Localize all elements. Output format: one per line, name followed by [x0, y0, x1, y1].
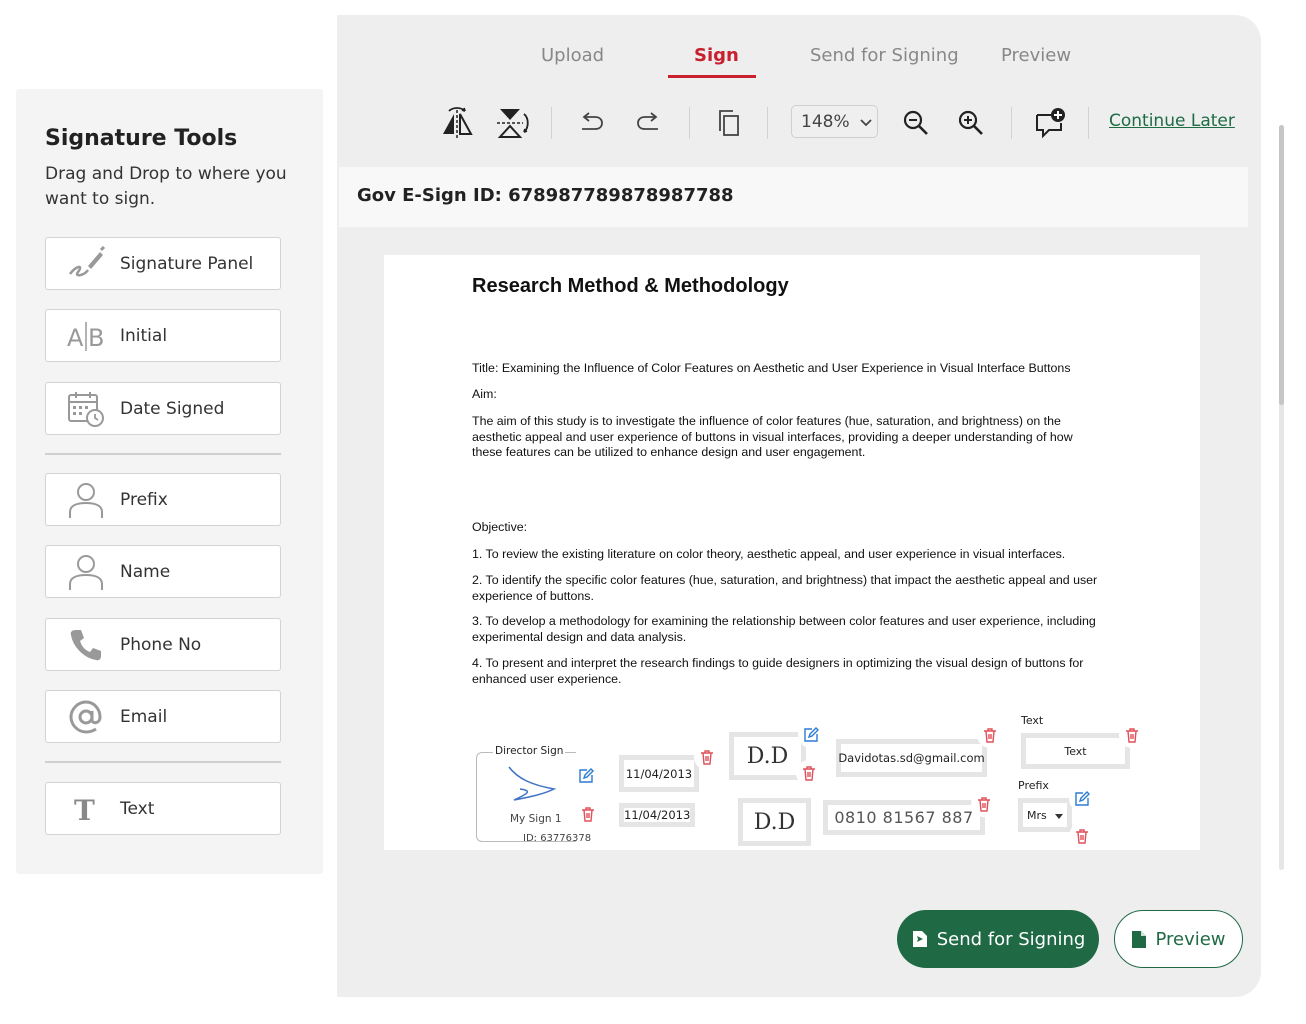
initial-field[interactable]: D.D: [729, 732, 806, 780]
document-title: Research Method & Methodology: [472, 275, 789, 297]
person-icon: [64, 480, 108, 520]
tool-label: Prefix: [120, 489, 168, 510]
initial-field[interactable]: D.D: [738, 798, 811, 846]
toolbar-separator: [1011, 107, 1012, 139]
text-field[interactable]: Text: [1021, 733, 1130, 769]
signature-name: My Sign 1: [510, 813, 562, 825]
svg-text:T: T: [74, 793, 95, 824]
zoom-out-icon[interactable]: [898, 105, 934, 141]
date-signed-field[interactable]: 11/04/2013: [619, 803, 695, 827]
delete-icon[interactable]: [971, 791, 997, 817]
flip-horizontal-icon[interactable]: [439, 105, 475, 141]
send-document-icon: [911, 930, 929, 948]
redo-icon[interactable]: [631, 105, 667, 141]
tool-signature-panel[interactable]: [45, 237, 281, 290]
gov-esign-id: Gov E-Sign ID: 678987789878987788: [357, 185, 734, 206]
editor-panel: [337, 15, 1261, 997]
document-paragraph: 2. To identify the specific color features (hue, saturation, and brightness) that impact the aesthetic appeal and user experience of buttons.: [472, 573, 1098, 603]
document-paragraph: 3. To develop a methodology for examining the relationship between color features and user experience, including experimental design and data analysis.: [472, 614, 1096, 644]
document-toolbar: [337, 101, 1261, 145]
tools-title: Signature Tools: [45, 126, 238, 151]
tool-text[interactable]: [45, 782, 281, 835]
toolbar-separator: [767, 107, 768, 139]
tool-label: Text: [120, 798, 155, 819]
zoom-value: 148%: [801, 111, 850, 132]
tool-label: Initial: [120, 325, 168, 346]
tab-sign[interactable]: Sign: [694, 45, 739, 66]
delete-icon[interactable]: [796, 760, 822, 786]
add-comment-icon[interactable]: [1032, 105, 1068, 141]
tab-preview[interactable]: Preview: [1001, 45, 1072, 66]
at-sign-icon: [64, 697, 108, 737]
signature-pen-icon: [64, 244, 108, 284]
prefix-field-label: Prefix: [1018, 779, 1049, 792]
delete-icon[interactable]: [977, 722, 1003, 748]
send-for-signing-button[interactable]: [897, 910, 1099, 968]
zoom-select[interactable]: [791, 105, 878, 138]
scrollbar-thumb[interactable]: [1279, 125, 1284, 405]
toolbar-separator: [689, 107, 690, 139]
tool-initial[interactable]: [45, 309, 281, 362]
caret-down-icon: [1055, 809, 1063, 822]
flip-vertical-icon[interactable]: [495, 105, 531, 141]
document-paragraph: 1. To review the existing literature on color theory, aesthetic appeal, and user experience in visual interfaces.: [472, 547, 1066, 561]
tool-date-signed[interactable]: [45, 382, 281, 435]
tool-email[interactable]: [45, 690, 281, 743]
zoom-in-icon[interactable]: [953, 105, 989, 141]
date-signed-field[interactable]: 11/04/2013: [619, 755, 699, 792]
toolbar-separator: [1088, 107, 1089, 139]
preview-button[interactable]: [1114, 910, 1243, 968]
prefix-value: Mrs: [1027, 808, 1047, 822]
preview-label: Preview: [1155, 928, 1226, 950]
prefix-select[interactable]: [1018, 798, 1072, 832]
copy-icon[interactable]: [711, 105, 747, 141]
active-tab-indicator: [668, 75, 756, 78]
svg-text:A: A: [67, 323, 84, 352]
tools-divider: [45, 453, 281, 455]
edit-icon[interactable]: [798, 722, 824, 748]
chevron-down-icon: [860, 112, 872, 132]
tools-divider: [45, 761, 281, 763]
signature-tools-panel: [16, 89, 323, 874]
edit-icon[interactable]: [573, 763, 599, 789]
toolbar-separator: [551, 107, 552, 139]
tools-subtitle: Drag and Drop to where you want to sign.: [45, 164, 287, 209]
signature-field-label: Director Sign: [495, 745, 564, 757]
tool-name[interactable]: [45, 545, 281, 598]
tool-label: Signature Panel: [120, 253, 254, 274]
delete-icon[interactable]: [1119, 722, 1145, 748]
tool-label: Name: [120, 561, 171, 582]
tab-upload[interactable]: Upload: [541, 45, 605, 66]
step-tabs: [337, 45, 1261, 85]
svg-text:B: B: [88, 323, 105, 352]
document-paragraph: The aim of this study is to investigate the influence of color features (hue, saturation, and brightness) on the aesthetic appeal and user experience of buttons in visual interfaces, providing a deeper understanding of how these features can be utilized to enhance design and user engagement.: [472, 414, 1073, 459]
text-t-icon: [64, 789, 108, 829]
tab-send-for-signing[interactable]: Send for Signing: [810, 45, 959, 66]
undo-icon[interactable]: [573, 105, 609, 141]
initials-icon: [64, 316, 108, 356]
phone-field[interactable]: 0810 81567 887: [823, 800, 985, 835]
text-field-label: Text: [1021, 714, 1044, 727]
continue-later-link[interactable]: Continue Later: [1109, 111, 1235, 131]
delete-icon[interactable]: [575, 801, 601, 827]
edit-icon[interactable]: [1069, 786, 1095, 812]
email-field[interactable]: Davidotas.sd@gmail.com: [836, 739, 987, 777]
document-paragraph: Aim:: [472, 387, 497, 401]
delete-icon[interactable]: [1069, 823, 1095, 849]
document-page: [384, 255, 1200, 850]
tool-phone-no[interactable]: [45, 618, 281, 671]
gov-esign-id-bar: [339, 167, 1248, 227]
document-paragraph: 4. To present and interpret the research findings to guide designers in optimizing the visual design of buttons for enhanced user experience.: [472, 656, 1084, 686]
document-icon: [1131, 930, 1147, 949]
document-paragraph: Title: Examining the Influence of Color Features on Aesthetic and User Experience in Visual Interface Buttons: [472, 361, 1071, 375]
send-for-signing-label: Send for Signing: [936, 928, 1086, 950]
tool-label: Email: [120, 706, 168, 727]
calendar-clock-icon: [64, 389, 108, 429]
tool-prefix[interactable]: [45, 473, 281, 526]
phone-icon: [64, 625, 108, 665]
document-paragraph: Objective:: [472, 520, 528, 534]
tool-label: Date Signed: [120, 398, 225, 419]
delete-icon[interactable]: [694, 744, 720, 770]
signature-drawing: [506, 763, 558, 803]
person-icon: [64, 552, 108, 592]
tool-label: Phone No: [120, 634, 202, 655]
signature-id: ID: 63776378: [523, 833, 592, 844]
